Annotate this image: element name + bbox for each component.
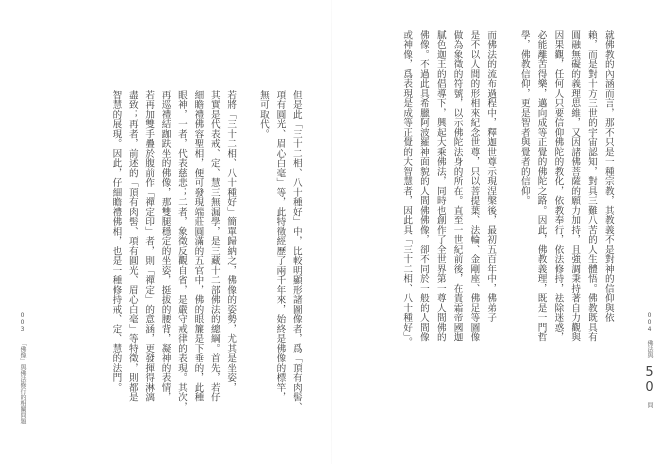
left-page-header xyxy=(18,312,27,424)
right-page-title-suffix: 問 xyxy=(646,402,653,408)
left-page-running-title: 「佛像」與佛法修行的相關問題 xyxy=(19,340,26,424)
left-page-text-column: 但是此「三十二相、八十種好」中，比較明顯形諸圖像者，爲「頂有肉髻、 xyxy=(290,90,302,412)
right-page-running-title: 佛法與 xyxy=(646,340,653,358)
right-page-text-column: 因果觀，任何人只要信仰佛陀的教化，依教奉行，依法修持，祛除迷惑， xyxy=(552,30,564,342)
left-page-text-column: 盡致；再者，前述的「頂有肉髻、項有圓光、眉心白毫」等特徵，則都是 xyxy=(126,90,138,402)
right-page-text-column: 或神像，爲表現是成等正覺的大智慧者，因此具「三十二相、八十種好」。 xyxy=(401,30,413,347)
left-page-text-column: 若將「三十二相、八十種好」簡單歸納之，佛像的姿勢，尤其是坐姿， xyxy=(225,90,237,393)
right-page-text-column: 膩色迦王的倡導下，興起大乘佛法，同時也創作了全世界第一尊人間佛的 xyxy=(434,30,446,342)
left-page xyxy=(0,0,331,464)
left-page-text-column: 其實是代表戒、定、慧三無漏學，是三藏十二部佛法的總綱。首先，若仔 xyxy=(208,90,220,402)
right-page-text-column: 佛像。不過此具希臘阿波羅神面貌的人間佛佛像，卻不同於一般的人間像 xyxy=(417,30,429,342)
left-page-text-column: 項有圓光、眉心白毫」等，此特徵經歷了兩千年來，始終是佛像的標竿， xyxy=(274,90,286,402)
right-page-text-column: 學，佛教信仰，更是智者與覺者的信仰。 xyxy=(518,30,530,206)
right-page-text-column: 圓融無礙的義理思維，又因諸佛菩薩的願力加持，且強調秉持著自力觀與 xyxy=(569,30,581,342)
right-page-text-column: 是不以人間的形相來紀念世尊，只以菩提葉、法輪、金剛座、佛足等圖像 xyxy=(468,30,480,342)
right-page-text-column: 做為象徵的符號，以示佛陀法身的所在。直至一世紀前後，在貴霜帝國迦 xyxy=(451,30,463,342)
right-page-text-column: 而佛法的流布過程中，釋迦世尊示現涅槃後，最初五百年中，佛弟子 xyxy=(485,30,497,323)
left-page-text-column: 再巡禮結跏趺坐的佛像，那雙腿穩定的坐姿，挺拔的腰背，凝神的表情， xyxy=(159,90,171,402)
left-page-text-column: 眼神，一者，代表慈悲；二者，象徵反觀自省，是嚴守戒律的表現。其次， xyxy=(175,90,187,412)
right-page-header xyxy=(642,312,657,408)
left-page-text-column: 細瞻禮佛容聖相，便可發現端莊圓滿的五官中，佛的眼簾是下垂的，此種 xyxy=(192,90,204,402)
left-page-text-column: 無可取代。 xyxy=(257,90,269,139)
right-page-text-column: 賴，而是對十方三世的宇宙認知，對具三難八苦的人生體悟。佛教既具有 xyxy=(585,30,597,342)
right-page-title-number: 50 xyxy=(642,365,657,395)
book-gutter xyxy=(331,0,332,464)
right-page-number: 004 xyxy=(646,312,653,333)
right-page-text-column: 必能離苦得樂，邁向成等正覺的佛陀之路。因此，佛教義理，既是一門哲 xyxy=(535,30,547,342)
left-page-number: 003 xyxy=(19,312,26,333)
right-page-text-column: 就佛教的內涵而言，那不只是一種宗教，其教義不是對神的信仰與依 xyxy=(602,30,614,323)
left-page-text-column: 若再加雙手疊於腹前作「禪定印」者，則「禪定」的意涵，更發揮得淋漓 xyxy=(143,90,155,402)
right-page xyxy=(332,0,663,464)
left-page-text-column: 智慧的展現。因此，仔細瞻禮佛相，也是一種修持戒、定、慧的法門。 xyxy=(110,90,122,393)
